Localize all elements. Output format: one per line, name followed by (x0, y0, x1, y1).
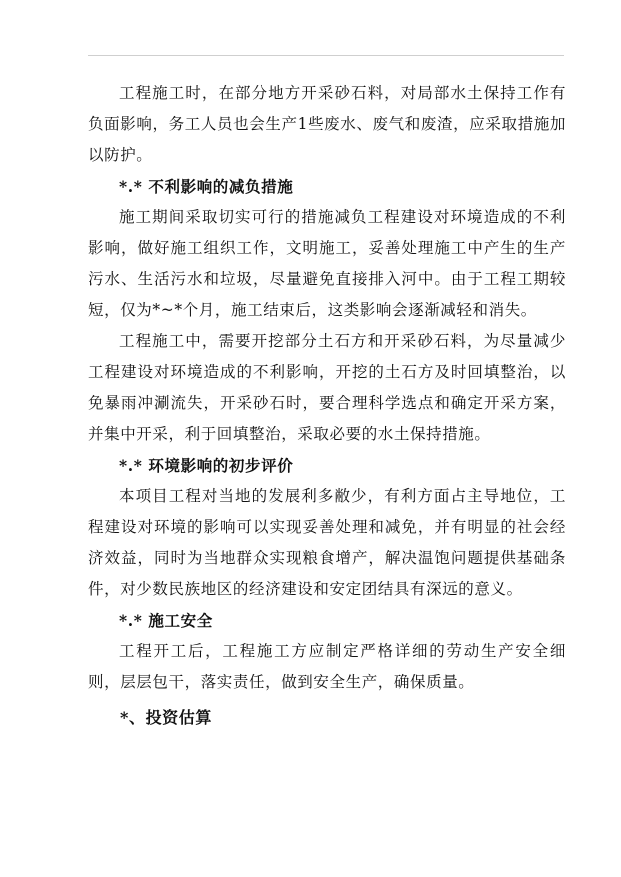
paragraph-safety: 工程开工后，工程施工方应制定严格详细的劳动生产安全细则，层层包干，落实责任，做到安全生产，确保质量。 (88, 642, 566, 691)
section-heading-mitigation: *.* 不利影响的减负措施 (119, 177, 294, 196)
header-rule (88, 55, 564, 56)
section-heading-safety: *.* 施工安全 (119, 611, 213, 630)
paragraph-mitigation-measures: 施工期间采取切实可行的措施减负工程建设对环境造成的不利影响，做好施工组织工作，文明施工，妥善处理施工中产生的生产污水、生活污水和垃圾，尽量避免直接排入河中。由于工程工期较短，仅为*~*个月，施工结束后，这类影响会逐渐减轻和消失。 (88, 208, 566, 319)
chapter-heading-investment: *、投资估算 (120, 708, 212, 727)
paragraph-evaluation: 本项目工程对当地的发展利多敝少，有利方面占主导地位，工程建设对环境的影响可以实现妥善处理和减免，并有明显的社会经济效益，同时为当地群众实现粮食增产，解决温饱问题提供基础条件，对少数民族地区的经济建设和安定团结具有深远的意义。 (88, 487, 566, 598)
paragraph-construction-impact: 工程施工时，在部分地方开采砂石料，对局部水土保持工作有负面影响，务工人员也会生产1些废水、废气和废渣，应采取措施加以防护。 (88, 84, 566, 164)
section-heading-evaluation: *.* 环境影响的初步评价 (119, 456, 294, 475)
document-body (88, 78, 566, 733)
paragraph-earthwork: 工程施工中，需要开挖部分土石方和开采砂石料，为尽量减少工程建设对环境造成的不利影响，开挖的土石方及时回填整治，以免暴雨冲涮流失，开采砂石时，要合理科学选点和确定开采方案，并集中开采，利于回填整治，采取必要的水土保持措施。 (88, 332, 566, 443)
